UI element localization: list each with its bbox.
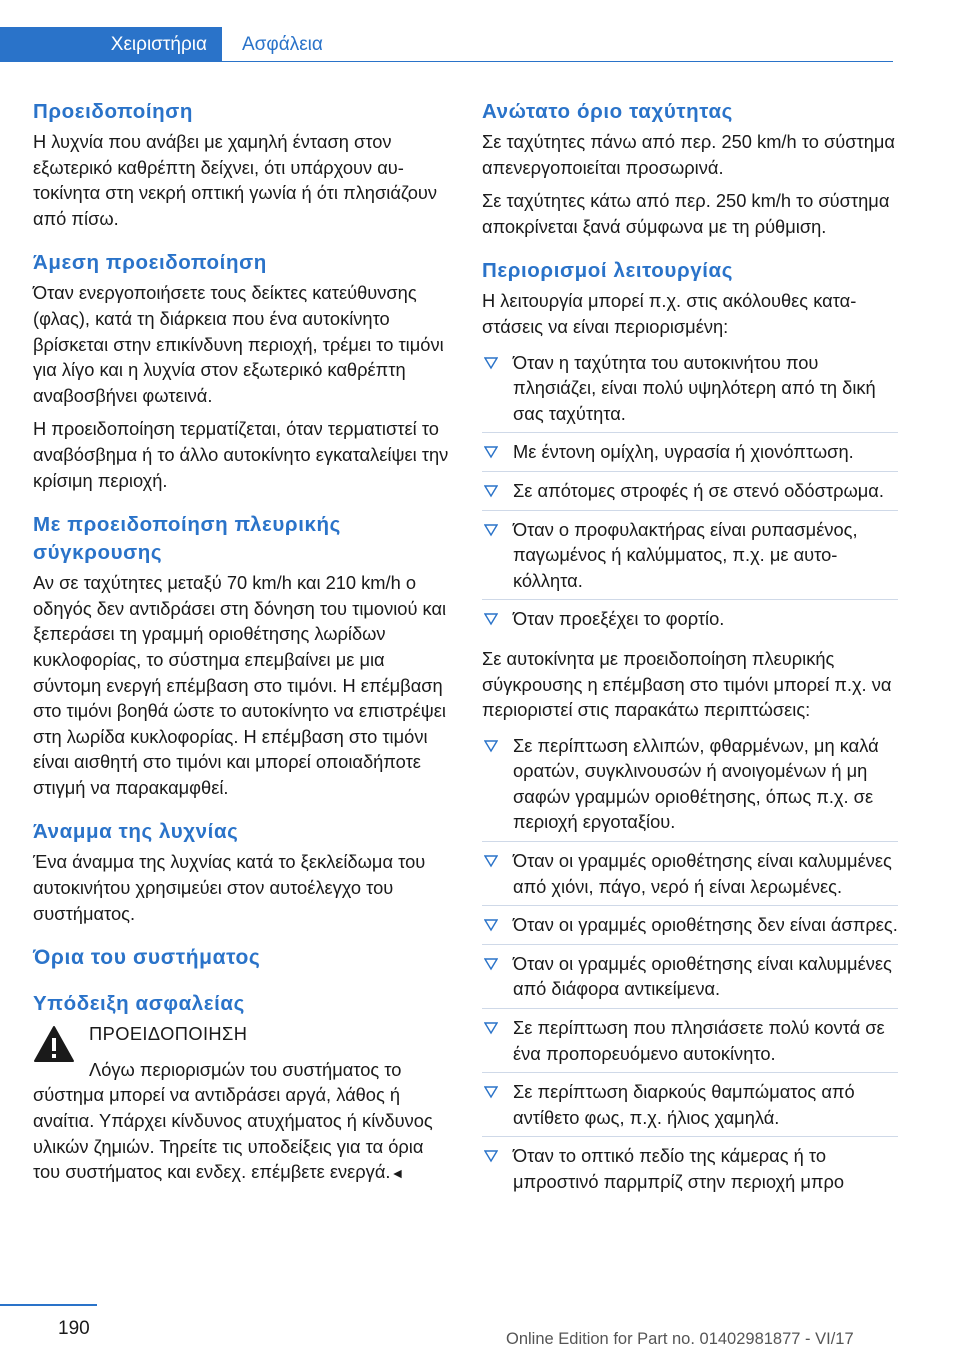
- header-divider: [0, 61, 893, 62]
- collision-limits-intro: Σε αυτοκίνητα με προειδοποίηση πλευρικής σύγκρουσης η επέμβαση στο τιμόνι μπορεί π.χ. να περιοριστεί στις παρακάτω περιπτώσεις:: [482, 647, 892, 721]
- list-item: [482, 471, 898, 510]
- list-item-text: Όταν προεξέχει το φορτίο.: [513, 608, 725, 630]
- heading-function-limits: Περιορισμοί λειτουργίας: [482, 259, 733, 283]
- list-item-text: Σε περίπτωση ελλιπών, φθαρμένων, μη καλά ορατών, συγκλινουσών ή ανοιγομένων ή μη σαφών γραμμών οριοθέτησης, όπως π.χ. σε περιοχή εργοταξίου.: [513, 734, 879, 833]
- list-item: [482, 1072, 898, 1136]
- max-speed-text-2: Σε ταχύτητες κάτω από περ. 250 km/h το σύστημα αποκρίνεται ξανά σύμφωνα με τη ρύθμιση.: [482, 190, 890, 237]
- triangle-bullet-icon: [484, 1085, 498, 1099]
- list-item-text: Όταν ο προφυλακτήρας είναι ρυπασμένος, παγωμένος ή καλύμματος, π.χ. με αυτοκόλλητα.: [513, 518, 858, 591]
- heading-side-collision: Με προειδοποίηση πλευρικής σύγκρουσης: [33, 513, 341, 565]
- right-column: [482, 98, 898, 1209]
- list-item-text: Με έντονη ομίχλη, υγρασία ή χιονόπτωση.: [513, 441, 854, 463]
- safety-warning-title: ΠΡΟΕΙΔΟΠΟΙΗΣΗ: [89, 1023, 248, 1045]
- triangle-bullet-icon: [484, 918, 498, 932]
- list-item-text: Όταν το οπτικό πεδίο της κάμερας ή το μπροστινό παρμπρίζ στην περιοχή μπρο: [513, 1145, 845, 1192]
- triangle-bullet-icon: [484, 523, 498, 537]
- collision-limits-list: [482, 731, 898, 1201]
- list-item-text: Όταν οι γραμμές οριοθέτησης είναι καλυμμένες από χιόνι, πάγο, νερό ή είναι λερωμένες.: [513, 850, 892, 897]
- list-item: [482, 944, 898, 1008]
- warning-triangle-icon: [33, 1025, 75, 1063]
- triangle-bullet-icon: [484, 1021, 498, 1035]
- heading-lamp: Άναμμα της λυχνίας: [33, 820, 239, 844]
- list-item: [482, 1008, 898, 1072]
- list-item: [482, 348, 898, 433]
- side-collision-text: Αν σε ταχύτητες μεταξύ 70 km/h και 210 km/h ο οδηγός δεν αντιδράσει στη δόνηση του τιμονιού και ξεπεράσει τη γραμμή οριοθέτησης λωρίδων κυκλοφορίας, το σύστημα επεμβαίνει με μια σύντομη ενεργή επέμβαση στο τιμόνι. Η επέμβαση στο τιμόνι βοηθά ώστε το αυτοκίνητο να επιστρέψει στη λωρίδα κυκλοφορίας. Η επέμβαση στο τιμόνι είναι αισθητή στο τιμόνι και μπορεί οποιαδήποτε στιγμή να παρακαμφθεί.: [33, 572, 447, 798]
- list-item: [482, 841, 898, 905]
- list-item: [482, 599, 898, 638]
- safety-warning-paragraph: [33, 1057, 451, 1187]
- triangle-bullet-icon: [484, 356, 498, 370]
- list-item-text: Όταν οι γραμμές οριοθέτησης δεν είναι άσπρες.: [513, 914, 898, 936]
- list-item-text: Σε περίπτωση που πλησιάσετε πολύ κοντά σε ένα προπορευόμενο αυτοκίνητο.: [513, 1017, 885, 1064]
- safety-warning-text: Λόγω περιορισμών του συστήματος το σύστημα μπορεί να αντιδράσει αργά, λάθος ή αναίτια. Υπάρχει κίνδυνος ατυχήματος ή κίνδυνος υλικών ζημιών. Τηρείτε τις υποδείξεις για τα όρια του συστήματος και ενδεχ. επέμβετε ενεργά.: [33, 1058, 433, 1183]
- safety-warning-box: [33, 1021, 451, 1187]
- warning-text: Η λυχνία που ανάβει με χαμηλή ένταση στον εξωτερικό καθρέπτη δείχνει, ότι υπάρχουν αυτοκίνητα στη νεκρή οπτική γωνία ή ότι πλησιάζουν από πίσω.: [33, 131, 438, 229]
- max-speed-text-1: Σε ταχύτητες πάνω από περ. 250 km/h το σύστημα απενεργοποιείται προσωρινά.: [482, 131, 896, 178]
- heading-max-speed: Ανώτατο όριο ταχύτητας: [482, 100, 733, 123]
- immediate-warning-text-1: Όταν ενεργοποιήσετε τους δείκτες κατεύθυνσης (φλας), κατά τη διάρκεια που ένα αυτοκίνητο βρίσκεται στην επικίνδυνη περιοχή, τρέμει το τιμόνι για λίγο και η λυχνία στον εξωτερικό καθρέπτη αναβοσβήνει φωτεινά.: [33, 282, 444, 406]
- list-item-text: Όταν οι γραμμές οριοθέτησης είναι καλυμμένες από διάφορα αντικείμενα.: [513, 952, 892, 1000]
- footer-divider: [0, 1304, 97, 1306]
- list-item: [482, 432, 898, 471]
- left-column: [33, 98, 451, 1195]
- footer-edition: Online Edition for Part no. 01402981877 - VI/17: [506, 1330, 854, 1348]
- end-mark: ◄: [390, 1165, 405, 1182]
- triangle-bullet-icon: [484, 612, 498, 626]
- tab-section-safety[interactable]: Ασφάλεια: [242, 34, 323, 55]
- list-item: [482, 905, 898, 944]
- list-item-text: Όταν η ταχύτητα του αυτοκινήτου που πλησιάζει, είναι πολύ υψηλότερη από τη δική σας ταχύτητα.: [513, 351, 876, 424]
- heading-system-limits: Όρια του συστήματος: [33, 946, 261, 970]
- triangle-bullet-icon: [484, 854, 498, 868]
- header-tabs: [0, 27, 960, 62]
- list-item-text: Σε περίπτωση διαρκούς θαμπώματος από αντίθετο φως, π.χ. ήλιος χαμηλά.: [513, 1081, 855, 1128]
- list-item: [482, 1136, 898, 1200]
- function-limits-list: [482, 348, 898, 638]
- heading-safety-note: Υπόδειξη ασφαλείας: [33, 992, 245, 1016]
- triangle-bullet-icon: [484, 484, 498, 498]
- lamp-text: Ένα άναμμα της λυχνίας κατά το ξεκλείδωμα του αυτοκινήτου χρησιμεύει στον αυτοέλεγχο του συστήματος.: [33, 851, 426, 924]
- function-limits-intro: Η λειτουργία μπορεί π.χ. στις ακόλουθες καταστάσεις να είναι περιορισμένη:: [482, 290, 857, 337]
- tab-chapter-controls[interactable]: Χειριστήρια: [0, 27, 222, 62]
- triangle-bullet-icon: [484, 445, 498, 459]
- triangle-bullet-icon: [484, 957, 498, 971]
- list-item-text: Σε απότομες στροφές ή σε στενό οδόστρωμα.: [513, 479, 884, 501]
- list-item: [482, 510, 898, 600]
- list-item: [482, 731, 898, 841]
- triangle-bullet-icon: [484, 739, 498, 753]
- immediate-warning-text-2: Η προειδοποίηση τερματίζεται, όταν τερματιστεί το αναβόσβημα ή το άλλο αυτοκίνητο εγκαταλείψει την κρίσιμη περιοχή.: [33, 418, 449, 491]
- triangle-bullet-icon: [484, 1149, 498, 1163]
- heading-warning: Προειδοποίηση: [33, 100, 194, 123]
- heading-immediate-warning: Άμεση προειδοποίηση: [33, 251, 267, 275]
- page-number: 190: [58, 1318, 90, 1339]
